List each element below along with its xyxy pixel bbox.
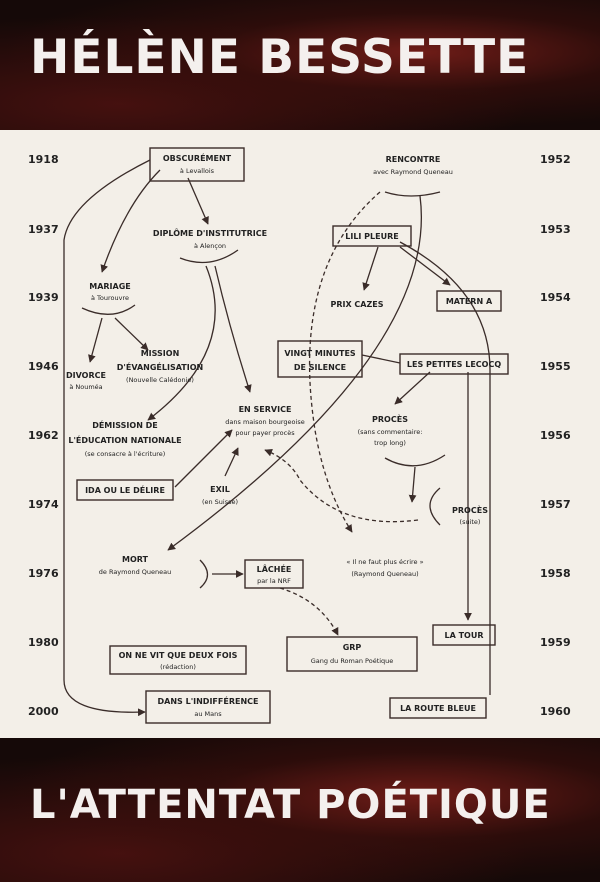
svg-text:LÂCHÉE: LÂCHÉE: [256, 565, 292, 574]
node-matern: [437, 291, 501, 311]
svg-text:DANS L'INDIFFÉRENCE: DANS L'INDIFFÉRENCE: [157, 697, 259, 706]
svg-text:DIVORCE: DIVORCE: [66, 371, 106, 380]
node-diplome: [153, 227, 267, 250]
svg-text:« Il ne faut plus écrire »: « Il ne faut plus écrire »: [346, 558, 424, 566]
svg-text:MARIAGE: MARIAGE: [89, 282, 131, 291]
svg-text:de Raymond Queneau: de Raymond Queneau: [98, 568, 172, 576]
svg-text:ON NE VIT QUE DEUX FOIS: ON NE VIT QUE DEUX FOIS: [118, 651, 238, 660]
year-label: 1974: [28, 498, 59, 511]
node-proces-suite: [452, 504, 488, 526]
right-year-column: [540, 153, 571, 718]
left-year-column: [28, 153, 59, 718]
node-grp: [287, 637, 417, 671]
author-title: HÉLÈNE BESSETTE: [30, 30, 530, 85]
svg-text:(en Suisse): (en Suisse): [201, 498, 239, 506]
svg-text:EXIL: EXIL: [210, 485, 230, 494]
year-label: 1976: [28, 567, 59, 580]
node-on-ne-vit: [110, 646, 246, 674]
timeline-diagram-panel: [0, 130, 600, 738]
svg-text:au Mans: au Mans: [194, 710, 222, 718]
svg-text:à Levallois: à Levallois: [179, 167, 215, 175]
node-prix-cazes: [330, 300, 383, 309]
node-demission: [68, 419, 181, 458]
svg-text:dans maison bourgeoise: dans maison bourgeoise: [225, 418, 305, 426]
node-rencontre: [373, 155, 453, 176]
node-indifference: [146, 691, 270, 723]
year-label: 1918: [28, 153, 59, 166]
node-la-tour: [433, 625, 495, 645]
svg-text:(Nouvelle Calédonie): (Nouvelle Calédonie): [126, 376, 194, 384]
svg-text:PROCÈS: PROCÈS: [372, 415, 408, 424]
svg-text:PROCÈS: PROCÈS: [452, 506, 488, 515]
svg-text:(rédaction): (rédaction): [160, 663, 196, 671]
year-label: 1937: [28, 223, 59, 236]
svg-text:IDA OU LE DÉLIRE: IDA OU LE DÉLIRE: [85, 486, 165, 495]
svg-text:L'ÉDUCATION NATIONALE: L'ÉDUCATION NATIONALE: [68, 436, 182, 445]
svg-text:LA ROUTE BLEUE: LA ROUTE BLEUE: [400, 704, 476, 713]
year-label: 1939: [28, 291, 59, 304]
year-label: 1957: [540, 498, 571, 511]
node-exil: [202, 485, 238, 506]
svg-text:LES PETITES LECOCQ: LES PETITES LECOCQ: [406, 360, 502, 369]
svg-text:LILI PLEURE: LILI PLEURE: [345, 232, 399, 241]
node-obscurement: [150, 148, 244, 181]
year-label: 1953: [540, 223, 571, 236]
svg-text:à Nouméa: à Nouméa: [69, 383, 103, 391]
year-label: 1954: [540, 291, 571, 304]
year-label: 1980: [28, 636, 59, 649]
svg-text:EN SERVICE: EN SERVICE: [238, 405, 292, 414]
svg-text:(sans commentaire:: (sans commentaire:: [357, 428, 423, 436]
svg-text:RENCONTRE: RENCONTRE: [385, 155, 441, 164]
node-les-petites-lecocq: [400, 354, 508, 374]
svg-text:(suite): (suite): [459, 518, 481, 526]
year-label: 1955: [540, 360, 571, 373]
node-proces: [358, 413, 423, 447]
node-vingt-minutes: [278, 341, 362, 377]
svg-text:OBSCURÉMENT: OBSCURÉMENT: [162, 154, 232, 163]
node-lili-pleure: [333, 226, 411, 246]
year-label: 1959: [540, 636, 571, 649]
year-label: 1946: [28, 360, 59, 373]
svg-text:(Raymond Queneau): (Raymond Queneau): [351, 570, 419, 578]
svg-text:(se consacre à l'écriture): (se consacre à l'écriture): [84, 450, 166, 458]
svg-text:DE SILENCE: DE SILENCE: [293, 363, 347, 372]
node-lachee: [245, 560, 303, 588]
year-label: 1952: [540, 153, 571, 166]
top-banner: [0, 0, 600, 130]
year-label: 1960: [540, 705, 571, 718]
svg-text:avec Raymond Queneau: avec Raymond Queneau: [373, 168, 453, 176]
svg-text:LA TOUR: LA TOUR: [444, 631, 484, 640]
year-label: 2000: [28, 705, 59, 718]
svg-text:DIPLÔME D'INSTITUTRICE: DIPLÔME D'INSTITUTRICE: [152, 229, 268, 238]
svg-text:pour payer procès: pour payer procès: [235, 429, 295, 437]
node-mission: [117, 349, 203, 384]
year-label: 1956: [540, 429, 571, 442]
year-label: 1958: [540, 567, 571, 580]
book-title: L'ATTENTAT POÉTIQUE: [30, 782, 551, 828]
svg-text:DÉMISSION DE: DÉMISSION DE: [92, 421, 158, 430]
svg-text:par la NRF: par la NRF: [257, 577, 291, 585]
node-mariage: [89, 282, 131, 302]
svg-text:MATERN A: MATERN A: [445, 297, 493, 306]
bottom-banner: [0, 738, 600, 882]
svg-text:à Tourouvre: à Tourouvre: [90, 294, 130, 302]
svg-text:à Alençon: à Alençon: [193, 242, 227, 250]
node-il-ne-faut: [346, 558, 423, 578]
svg-text:PRIX CAZES: PRIX CAZES: [330, 300, 384, 309]
svg-text:MORT: MORT: [121, 555, 149, 564]
timeline-diagram: [0, 130, 600, 738]
svg-text:GRP: GRP: [342, 643, 362, 652]
node-mort: [99, 555, 171, 576]
svg-text:trop long): trop long): [374, 439, 406, 447]
node-en-service: [225, 405, 304, 437]
node-ida: [77, 480, 173, 500]
year-label: 1962: [28, 429, 59, 442]
svg-text:VINGT MINUTES: VINGT MINUTES: [284, 349, 356, 358]
node-la-route-bleue: [390, 698, 486, 718]
node-divorce: [66, 371, 106, 391]
svg-text:MISSION: MISSION: [140, 349, 180, 358]
svg-text:D'ÉVANGÉLISATION: D'ÉVANGÉLISATION: [116, 363, 204, 372]
svg-text:Gang du Roman Poétique: Gang du Roman Poétique: [310, 657, 394, 665]
